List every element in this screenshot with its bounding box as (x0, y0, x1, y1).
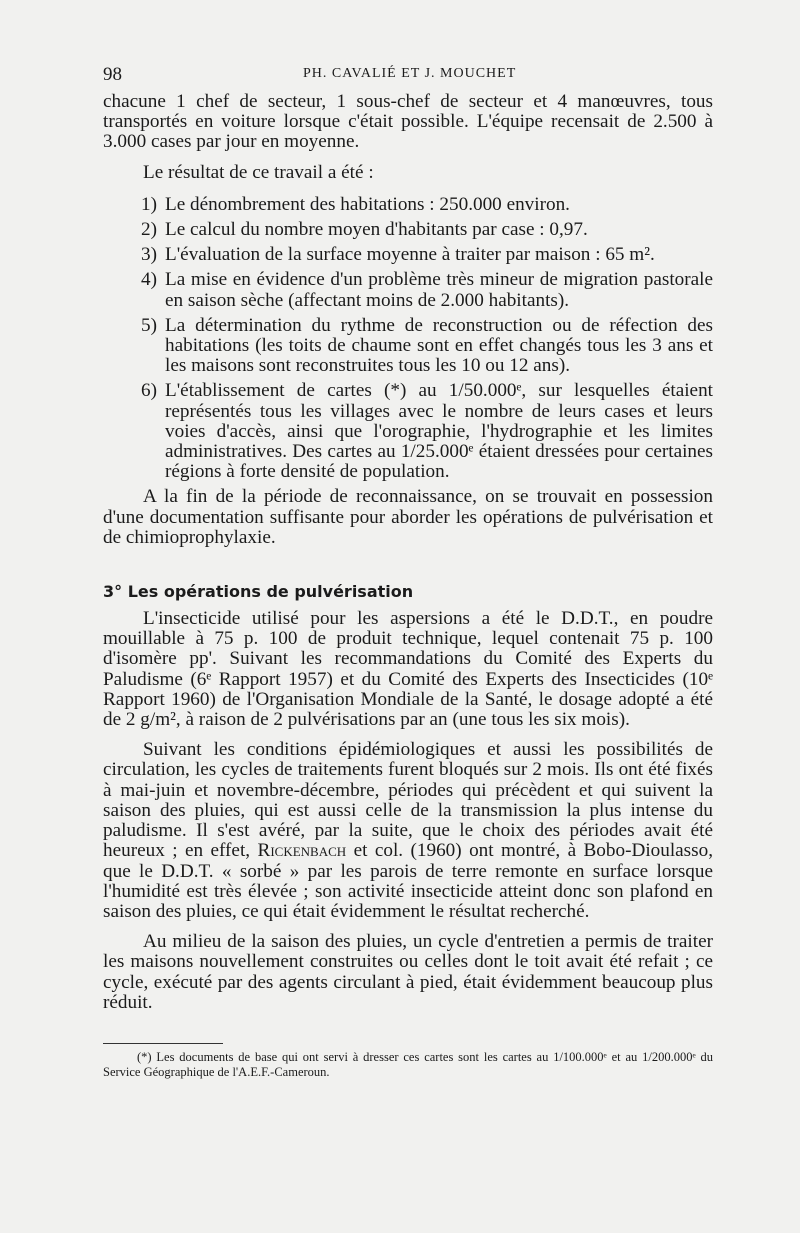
author-name: Rickenbach (257, 840, 347, 862)
results-intro: Le résultat de ce travail a été : (143, 161, 374, 183)
list-item: 6) L'établissement de cartes (*) au 1/50.000ᵉ, sur lesquelles étaient représentés tous les villages avec le nombre de leurs cases et leurs voies d'accès, ainsi que l'orographie, l'hydrographie et les limites administratives. Des cartes au 1/25.000ᵉ étaient dressées pour certaines régions à forte densité de population. (141, 380, 713, 483)
list-item: 5) La détermination du rythme de reconstruction ou de réfection des habitations (les toits de chaume sont en effet changés tous les 3 ans et les maisons sont reconstruites tous les 10 ou 12 ans). (141, 314, 713, 377)
list-item: 4) La mise en évidence d'un problème très mineur de migration pastorale en saison sèche (affectant moins de 2.000 habitants). (141, 269, 713, 311)
section-paragraph-3: Au milieu de la saison des pluies, un cycle d'entretien a permis de traiter les maisons nouvellement construites ou celles dont le toit avait été refait ; ce cycle, exécuté par des agents circulant à pied, était évidemment beaucoup plus réduit. (103, 931, 713, 1013)
running-title: PH. CAVALIÉ ET J. MOUCHET (303, 66, 517, 81)
list-item: 1) Le dénombrement des habitations : 250.000 environ. (141, 193, 570, 215)
list-item: 3) L'évaluation de la surface moyenne à traiter par maison : 65 m². (141, 244, 655, 266)
page-header (103, 64, 713, 92)
page-number: 98 (103, 64, 122, 85)
section-paragraph-2: Suivant les conditions épidémiologiques et aussi les possibilités de circulation, les cycles de traitements furent bloqués sur 2 mois. Ils ont été fixés à mai-juin et novembre-décembre, périodes qui précèdent et qui suivent la saison des pluies, qui est aussi celle de la transmission la plus intense du paludisme. Il s'est avéré, par la suite, que le choix des périodes avait été heureux ; en effet, Rickenbach et col. (1960) ont montré, à Bobo-Dioulasso, que le D.D.T. « sorbé » par les parois de terre remonte en surface lorsque l'humidité est très élevée ; son activité insecticide atteint donc son plafond en saison des pluies, ce qui était évidemment le résultat recherché. (103, 739, 714, 922)
footnote-divider (103, 1043, 223, 1044)
list-item: 2) Le calcul du nombre moyen d'habitants par case : 0,97. (141, 219, 588, 241)
section-heading: 3° Les opérations de pulvérisation (103, 582, 414, 602)
conclusion-paragraph: A la fin de la période de reconnaissance, on se trouvait en possession d'une documentation suffisante pour aborder les opérations de pulvérisation et de chimioprophylaxie. (103, 486, 713, 548)
footnote: (*) Les documents de base qui ont servi à dresser ces cartes sont les cartes au 1/100.000ᵉ et au 1/200.000ᵉ du Service Géographique de l'A.E.F.-Cameroun. (103, 1049, 713, 1079)
results-list (103, 195, 713, 483)
document-page (103, 64, 713, 1080)
section-paragraph-1: L'insecticide utilisé pour les aspersions a été le D.D.T., en poudre mouillable à 75 p. 100 de produit technique, lequel contenait 75 p. 100 d'isomère pp'. Suivant les recommandations du Comité des Experts du Paludisme (6ᵉ Rapport 1957) et du Comité des Experts des Insecticides (10ᵉ Rapport 1960) de l'Organisation Mondiale de la Santé, le dosage adopté a été de 2 g/m², à raison de 2 pulvérisations par an (une tous les six mois). (103, 608, 713, 731)
intro-paragraph: chacune 1 chef de secteur, 1 sous-chef de secteur et 4 manœuvres, tous transportés en voiture lorsque c'était possible. L'équipe recensait de 2.500 à 3.000 cases par jour en moyenne. (103, 91, 713, 153)
